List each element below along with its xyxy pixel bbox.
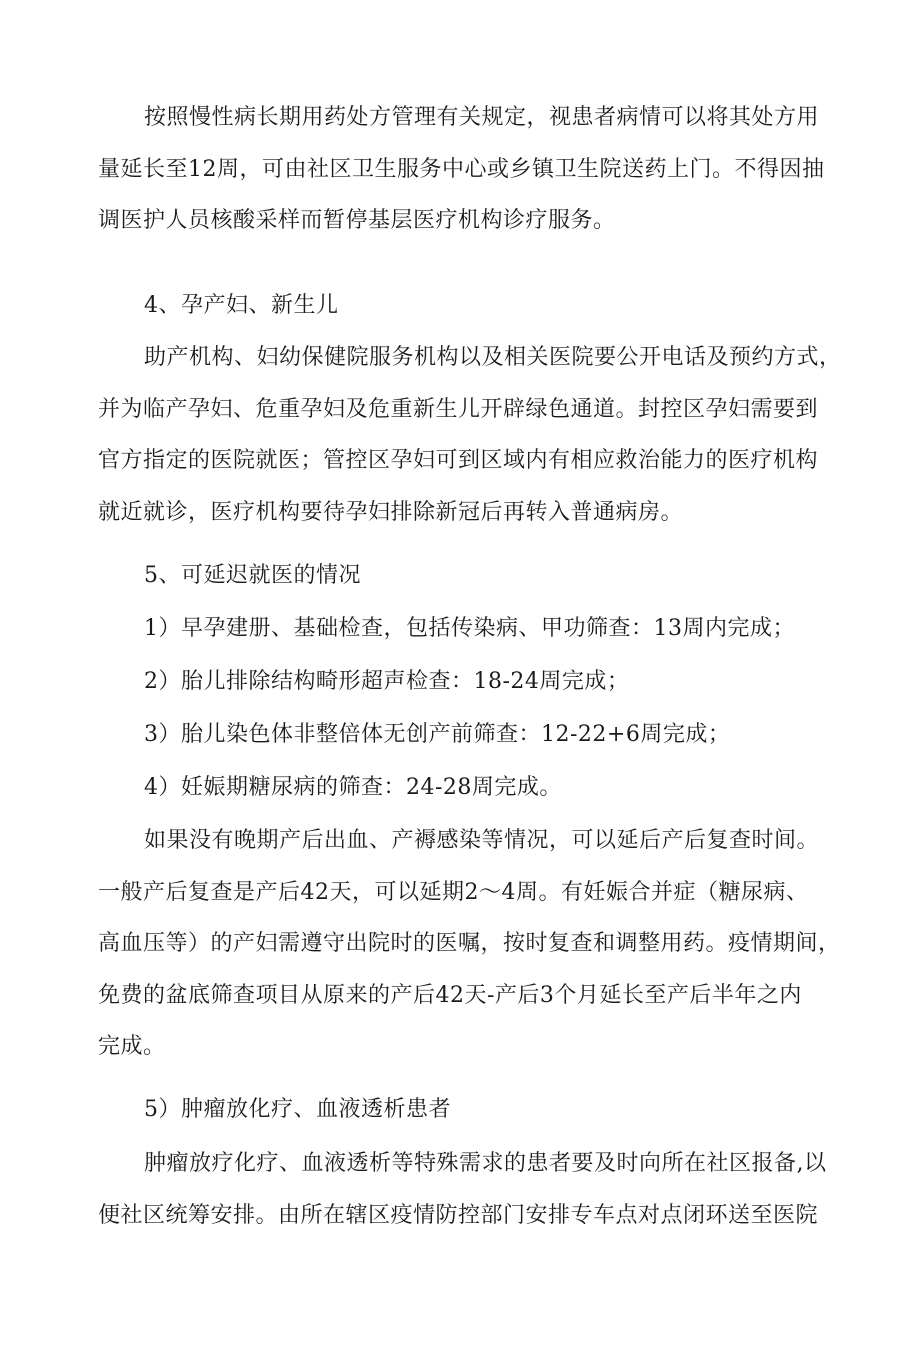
section-heading: 5、可延迟就医的情况 xyxy=(144,563,361,588)
section-heading: 4、孕产妇、新生儿 xyxy=(144,293,339,318)
list-item: 4）妊娠期糖尿病的筛查：24-28周完成。 xyxy=(144,775,562,800)
paragraph-maternity-services xyxy=(98,332,850,538)
text-line: 完成。 xyxy=(98,1034,166,1059)
list-item: 1）早孕建册、基础检查，包括传染病、甲功筛查：13周内完成； xyxy=(144,616,795,641)
text-line: 便社区统筹安排。由所在辖区疫情防控部门安排专车点对点闭环送至医院 xyxy=(98,1202,819,1228)
list-item: 3）胎儿染色体非整倍体无创产前筛查：12-22+6周完成； xyxy=(144,722,731,747)
text-line: 肿瘤放疗化疗、血液透析等特殊需求的患者要及时向所在社区报备,以 xyxy=(144,1151,827,1176)
list-item-3 xyxy=(98,709,850,761)
list-item-1 xyxy=(98,603,850,655)
paragraph-chronic-disease xyxy=(98,92,850,247)
list-item-4 xyxy=(98,762,850,814)
text-line: 并为临产孕妇、危重孕妇及危重新生儿开辟绿色通道。封控区孕妇需要到 xyxy=(98,396,819,422)
list-item-2 xyxy=(98,656,850,708)
list-item: 2）胎儿排除结构畸形超声检查：18-24周完成； xyxy=(144,669,630,694)
text-line: 一般产后复查是产后42天，可以延期2～4周。有妊娠合并症（糖尿病、 xyxy=(98,879,809,905)
text-line: 调医护人员核酸采样而暂停基层医疗机构诊疗服务。 xyxy=(98,208,616,233)
text-line: 官方指定的医院就医；管控区孕妇可到区域内有相应救治能力的医疗机构 xyxy=(98,448,819,473)
text-line: 就近就诊，医疗机构要待孕妇排除新冠后再转入普通病房。 xyxy=(98,499,684,525)
text-line: 助产机构、妇幼保健院服务机构以及相关医院要公开电话及预约方式， xyxy=(144,345,842,370)
section-heading: 5）肿瘤放化疗、血液透析患者 xyxy=(144,1097,451,1122)
paragraph-postpartum xyxy=(98,815,850,1073)
text-line: 量延长至12周，可由社区卫生服务中心或乡镇卫生院送药上门。不得因抽 xyxy=(98,156,825,182)
heading-tumor-dialysis xyxy=(98,1084,850,1136)
text-line: 高血压等）的产妇需遵守出院时的医嘱，按时复查和调整用药。疫情期间， xyxy=(98,931,841,956)
text-line: 如果没有晚期产后出血、产褥感染等情况，可以延后产后复查时间。 xyxy=(144,828,820,853)
heading-pregnant-newborn xyxy=(98,280,850,332)
text-line: 按照慢性病长期用药处方管理有关规定，视患者病情可以将其处方用 xyxy=(144,105,820,130)
text-line: 免费的盆底筛查项目从原来的产后42天-产后3个月延长至产后半年之内 xyxy=(98,982,802,1008)
heading-delayable-care xyxy=(98,550,850,602)
paragraph-special-needs xyxy=(98,1138,850,1241)
